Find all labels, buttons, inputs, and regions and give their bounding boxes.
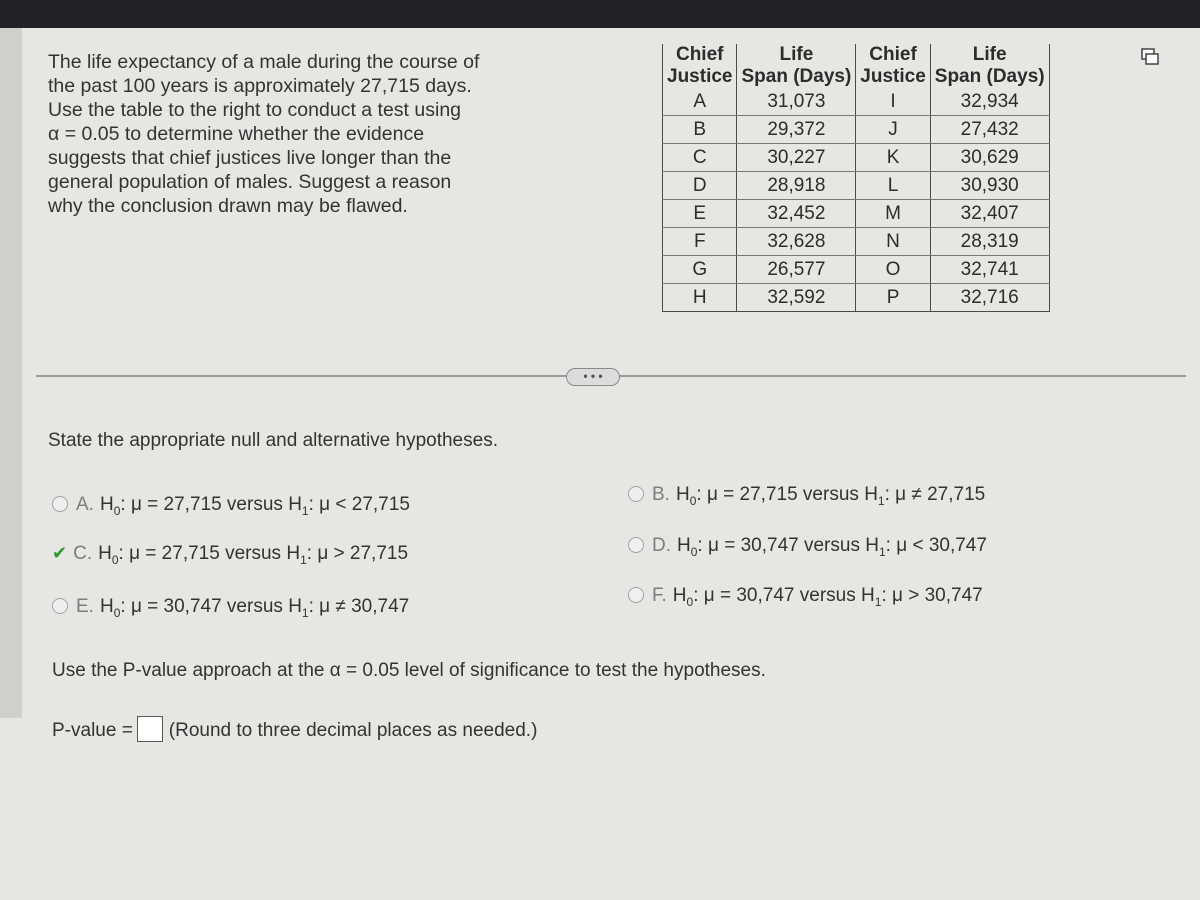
lifespan-cell: 28,918 xyxy=(737,172,856,200)
hypothesis-option[interactable] xyxy=(52,596,409,620)
justice-cell: F xyxy=(663,228,737,256)
table-row xyxy=(663,172,1050,200)
pvalue-hint: (Round to three decimal places as needed.) xyxy=(168,720,538,741)
lifespan-cell: 32,407 xyxy=(930,200,1049,228)
justice-cell: I xyxy=(856,88,930,116)
top-bar xyxy=(0,0,1200,28)
justice-cell: E xyxy=(663,200,737,228)
h0-symbol: $H_0$: xyxy=(99,494,131,518)
h1-symbol: $H_1$: xyxy=(288,494,320,518)
lifespan-cell: 32,716 xyxy=(930,284,1049,312)
alt-hypothesis: μ ≠ 27,715 xyxy=(895,484,986,505)
radio-button[interactable] xyxy=(628,486,644,502)
lifespan-cell: 29,372 xyxy=(737,116,856,144)
check-icon: ✔ xyxy=(52,543,68,563)
hypothesis-option[interactable] xyxy=(52,543,408,567)
justice-cell: H xyxy=(663,284,737,312)
h0-symbol: $H_0$: xyxy=(98,543,130,567)
question-pvalue: Use the P-value approach at the α = 0.05 level of significance to test the hypotheses. xyxy=(52,660,766,681)
table-row xyxy=(663,200,1050,228)
more-button[interactable]: • • • xyxy=(566,368,620,386)
table-row xyxy=(663,228,1050,256)
hypothesis-option[interactable] xyxy=(52,494,410,518)
justice-cell: G xyxy=(663,256,737,284)
h1-symbol: $H_1$: xyxy=(861,585,892,609)
table-row xyxy=(663,116,1050,144)
versus-text: versus xyxy=(797,484,865,505)
table-header-row xyxy=(663,44,1050,88)
left-edge-bar xyxy=(0,28,22,718)
lifespan-cell: 27,432 xyxy=(930,116,1049,144)
lifespan-cell: 30,227 xyxy=(737,144,856,172)
problem-line: Use the table to the right to conduct a test using xyxy=(48,99,462,121)
hypothesis-option[interactable] xyxy=(628,585,983,609)
h0-symbol: $H_0$: xyxy=(675,484,707,508)
radio-button[interactable] xyxy=(52,496,68,512)
lifespan-cell: 26,577 xyxy=(737,256,856,284)
option-letter: A. xyxy=(76,494,94,515)
justice-cell: J xyxy=(856,116,930,144)
table-row xyxy=(663,284,1050,312)
versus-text: versus xyxy=(798,535,866,556)
null-hypothesis: μ = 27,715 xyxy=(129,543,220,564)
pvalue-label: P-value = xyxy=(52,720,133,741)
lifespan-cell: 28,319 xyxy=(930,228,1049,256)
pvalue-row xyxy=(52,716,537,742)
alt-hypothesis: μ < 27,715 xyxy=(319,494,410,515)
problem-line: α = 0.05 to determine whether the evidence xyxy=(48,123,425,145)
justice-cell: A xyxy=(663,88,737,116)
lifespan-cell: 32,741 xyxy=(930,256,1049,284)
null-hypothesis: μ = 27,715 xyxy=(130,494,222,515)
h1-symbol: $H_1$: xyxy=(286,543,318,567)
lifespan-cell: 32,452 xyxy=(737,200,856,228)
column-header: Chief Justice xyxy=(663,44,737,88)
justice-cell: N xyxy=(856,228,930,256)
table-row xyxy=(663,88,1050,116)
lifespan-cell: 30,629 xyxy=(930,144,1049,172)
problem-line: why the conclusion drawn may be flawed. xyxy=(48,195,408,217)
option-letter: E. xyxy=(76,596,94,617)
copy-icon[interactable] xyxy=(1140,48,1160,66)
h0-symbol: $H_0$: xyxy=(672,585,704,609)
justice-cell: C xyxy=(663,144,737,172)
h1-symbol: $H_1$: xyxy=(865,535,897,559)
life-span-table xyxy=(662,44,1050,312)
null-hypothesis: μ = 30,747 xyxy=(703,585,795,606)
table-row xyxy=(663,256,1050,284)
alt-hypothesis: μ > 27,715 xyxy=(317,543,409,564)
column-header: Life Span (Days) xyxy=(737,44,856,88)
lifespan-cell: 32,934 xyxy=(930,88,1049,116)
alt-hypothesis: μ < 30,747 xyxy=(896,535,987,556)
justice-cell: M xyxy=(856,200,930,228)
null-hypothesis: μ = 30,747 xyxy=(130,596,222,617)
column-header: Life Span (Days) xyxy=(930,44,1049,88)
problem-line: general population of males. Suggest a reason xyxy=(48,171,452,193)
null-hypothesis: μ = 30,747 xyxy=(707,535,799,556)
versus-text: versus xyxy=(221,596,289,617)
null-hypothesis: μ = 27,715 xyxy=(706,484,798,505)
option-letter: B. xyxy=(652,484,670,505)
h0-symbol: $H_0$: xyxy=(677,535,708,559)
hypothesis-option[interactable] xyxy=(628,535,987,559)
radio-button[interactable] xyxy=(628,537,644,553)
option-letter: F. xyxy=(652,585,667,606)
problem-line: suggests that chief justices live longer than the xyxy=(48,147,452,169)
column-header: Chief Justice xyxy=(856,44,930,88)
lifespan-cell: 32,628 xyxy=(737,228,856,256)
lifespan-cell: 30,930 xyxy=(930,172,1049,200)
justice-cell: B xyxy=(663,116,737,144)
h0-symbol: $H_0$: xyxy=(99,596,131,620)
alt-hypothesis: μ > 30,747 xyxy=(892,585,983,606)
versus-text: versus xyxy=(221,494,289,515)
versus-text: versus xyxy=(219,543,287,564)
h1-symbol: $H_1$: xyxy=(864,484,896,508)
versus-text: versus xyxy=(794,585,862,606)
problem-line: the past 100 years is approximately 27,715 days. xyxy=(48,75,472,97)
table-row xyxy=(663,144,1050,172)
lifespan-cell: 32,592 xyxy=(737,284,856,312)
pvalue-input[interactable] xyxy=(137,716,163,742)
h1-symbol: $H_1$: xyxy=(288,596,320,620)
hypothesis-option[interactable] xyxy=(628,484,985,508)
justice-cell: D xyxy=(663,172,737,200)
radio-button[interactable] xyxy=(52,598,68,614)
justice-cell: K xyxy=(856,144,930,172)
justice-cell: O xyxy=(856,256,930,284)
lifespan-cell: 31,073 xyxy=(737,88,856,116)
alt-hypothesis: μ ≠ 30,747 xyxy=(319,596,410,617)
option-letter: C. xyxy=(73,543,93,564)
option-letter: D. xyxy=(652,535,671,556)
justice-cell: P xyxy=(856,284,930,312)
radio-button[interactable] xyxy=(628,587,644,603)
question-hypotheses: State the appropriate null and alternative hypotheses. xyxy=(48,430,498,451)
problem-line: The life expectancy of a male during the course of xyxy=(48,51,480,73)
problem-statement xyxy=(48,50,548,218)
justice-cell: L xyxy=(856,172,930,200)
